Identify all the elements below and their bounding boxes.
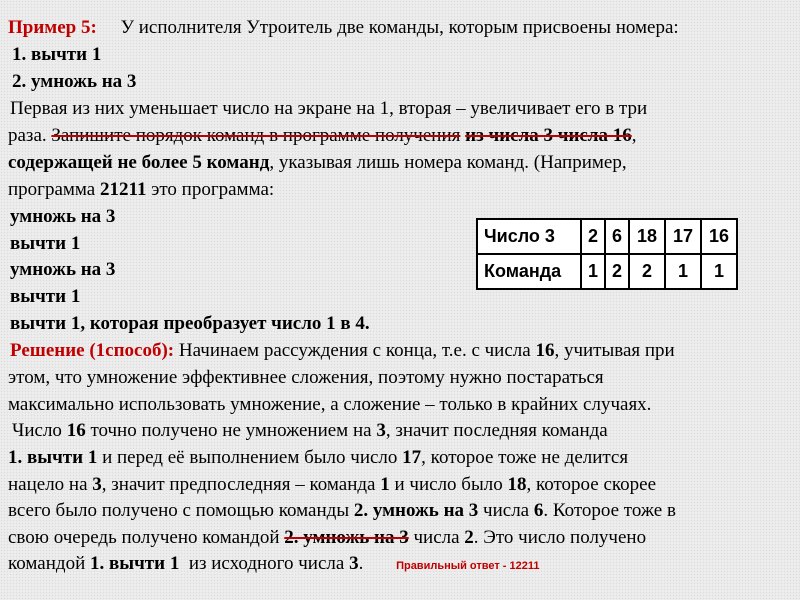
program-step: вычти 1 bbox=[10, 233, 81, 254]
solution-line: этом, что умножение эффективнее сложения, поэтому нужно постараться bbox=[8, 367, 604, 388]
task-intro-line bbox=[8, 17, 679, 39]
program-step: умножь на 3 bbox=[10, 259, 116, 280]
program-step: умножь на 3 bbox=[10, 206, 116, 227]
table-cell: 16 bbox=[701, 219, 737, 254]
table-cell: 1 bbox=[581, 254, 605, 289]
command-1: 1. вычти 1 bbox=[12, 44, 102, 65]
table-row-header: Число 3 bbox=[477, 219, 581, 254]
solution-line: 1. вычти 1 и перед её выполнением было число 17, которое тоже не делится bbox=[8, 447, 629, 468]
table-cell: 6 bbox=[605, 219, 629, 254]
solution-line: Решение (1способ): Начинаем рассуждения с конца, т.е. с числа 16, учитывая при bbox=[10, 340, 675, 361]
task-description-line: Первая из них уменьшает число на экране на 1, вторая – увеличивает его в три bbox=[10, 98, 648, 119]
solution-line: максимально использовать умножение, а сложение – только в крайних случаях. bbox=[8, 394, 652, 415]
table-cell: 17 bbox=[665, 219, 701, 254]
solution-line: командой 1. вычти 1 из исходного числа 3. Правильный ответ - 12211 bbox=[8, 553, 540, 574]
task-description-line: программа 21211 это программа: bbox=[8, 179, 275, 200]
table-row-header: Команда bbox=[477, 254, 581, 289]
steps-table bbox=[476, 218, 738, 290]
command-2: 2. умножь на 3 bbox=[12, 71, 137, 92]
table-row bbox=[477, 219, 737, 254]
task-intro: У исполнителя Утроитель две команды, которым присвоены номера: bbox=[120, 17, 679, 38]
program-step: вычти 1 bbox=[10, 286, 81, 307]
solution-line: свою очередь получено командой 2. умножь на 3 числа 2. Это число получено bbox=[8, 527, 647, 548]
correct-answer: Правильный ответ - 12211 bbox=[396, 560, 540, 572]
task-description-line: раза. Запишите порядок команд в программе получения из числа 3 числа 16, bbox=[8, 125, 637, 146]
task-description-line: содержащей не более 5 команд, указывая лишь номера команд. (Например, bbox=[8, 152, 627, 173]
program-step: вычти 1, которая преобразует число 1 в 4. bbox=[10, 313, 370, 334]
solution-label: Решение (1способ): bbox=[10, 340, 175, 361]
example-label: Пример 5: bbox=[8, 17, 97, 38]
table-cell: 2 bbox=[629, 254, 665, 289]
table-cell: 1 bbox=[701, 254, 737, 289]
solution-line: всего было получено с помощью команды 2. умножь на 3 числа 6. Которое тоже в bbox=[8, 500, 676, 521]
table-cell: 2 bbox=[581, 219, 605, 254]
solution-line: Число 16 точно получено не умножением на 3, значит последняя команда bbox=[12, 420, 608, 441]
solution-line: нацело на 3, значит предпоследняя – команда 1 и число было 18, которое скорее bbox=[8, 474, 657, 495]
table-row bbox=[477, 254, 737, 289]
table-cell: 18 bbox=[629, 219, 665, 254]
table-cell: 1 bbox=[665, 254, 701, 289]
table-cell: 2 bbox=[605, 254, 629, 289]
